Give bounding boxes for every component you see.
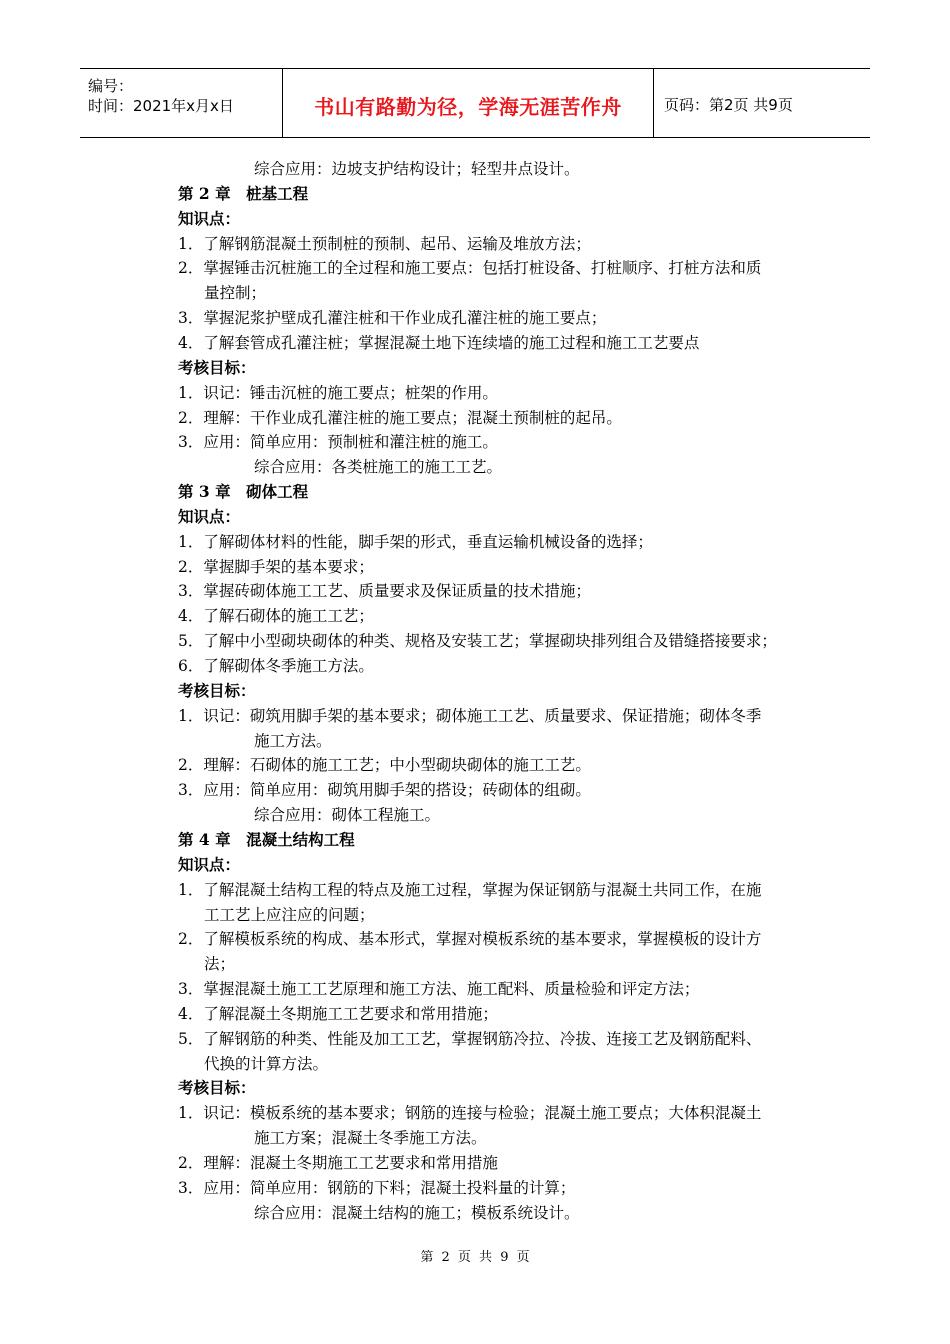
text-line: 1．了解混凝土结构工程的特点及施工过程，掌握为保证钢筋与混凝土共同工作，在施 (178, 880, 762, 899)
text-line: 综合应用：各类桩施工的施工工艺。 (254, 458, 503, 477)
page-header (80, 68, 870, 138)
text-line: 2．了解模板系统的构成、基本形式，掌握对模板系统的基本要求，掌握模板的设计方 (178, 930, 762, 949)
text-line: 2．理解：干作业成孔灌注桩的施工要点；混凝土预制桩的起吊。 (178, 408, 622, 427)
header-page-cell (654, 69, 870, 137)
text-line: 工工艺上应注应的问题； (204, 905, 375, 924)
text-line: 综合应用：砌体工程施工。 (254, 806, 441, 825)
header-motto-cell (283, 69, 654, 137)
text-line: 3．掌握混凝土施工工艺原理和施工方法、施工配料、质量检验和评定方法； (178, 980, 700, 999)
text-line: 3．掌握泥浆护壁成孔灌注桩和干作业成孔灌注桩的施工要点； (178, 309, 607, 328)
text-line: 3．应用：简单应用：预制桩和灌注桩的施工。 (178, 433, 498, 452)
text-line: 5．了解中小型砌块砌体的种类、规格及安装工艺；掌握砌块排列组合及错缝搭接要求； (178, 632, 777, 651)
text-line: 1．识记：模板系统的基本要求；钢筋的连接与检验；混凝土施工要点；大体积混凝土 (178, 1104, 762, 1123)
text-line: 4．了解套管成孔灌注桩；掌握混凝土地下连续墙的施工过程和施工工艺要点 (178, 333, 700, 352)
section-heading: 知识点： (178, 208, 241, 228)
section-heading: 第 4 章 混凝土结构工程 (178, 829, 355, 849)
section-heading: 考核目标： (178, 1078, 256, 1098)
page-info: 页码：第2页 共9页 (664, 96, 793, 114)
motto-text: 书山有路勤为径，学海无涯苦作舟 (314, 95, 622, 119)
text-line: 施工方案；混凝土冬季施工方法。 (254, 1129, 487, 1148)
text-line: 4．了解混凝土冬期施工工艺要求和常用措施； (178, 1004, 498, 1023)
text-line: 1．了解砌体材料的性能，脚手架的形式，垂直运输机械设备的选择； (178, 532, 653, 551)
text-line: 1．了解钢筋混凝土预制桩的预制、起吊、运输及堆放方法； (178, 234, 591, 253)
text-line: 3．应用：简单应用：钢筋的下料；混凝土投料量的计算； (178, 1178, 576, 1197)
text-line: 1．识记：锤击沉桩的施工要点；桩架的作用。 (178, 383, 498, 402)
text-line: 4．了解石砌体的施工工艺； (178, 607, 374, 626)
header-meta (80, 69, 283, 137)
text-line: 2．掌握锤击沉桩施工的全过程和施工要点：包括打桩设备、打桩顺序、打桩方法和质 (178, 259, 762, 278)
text-line: 6．了解砌体冬季施工方法。 (178, 657, 374, 675)
text-line: 量控制； (204, 284, 267, 303)
code-label: 编号： (88, 77, 134, 95)
text-line: 施工方法。 (254, 731, 332, 750)
text-line: 综合应用：边坡支护结构设计；轻型井点设计。 (254, 160, 580, 178)
text-line: 代换的计算方法。 (204, 1054, 329, 1073)
section-heading: 第 3 章 砌体工程 (178, 482, 309, 502)
section-heading: 知识点： (178, 854, 241, 874)
page-footer: 第 2 页 共 9 页 (420, 1250, 530, 1265)
time-label: 时间：2021年x月x日 (88, 97, 234, 115)
text-line: 5．了解钢筋的种类、性能及加工工艺，掌握钢筋冷拉、冷拔、连接工艺及钢筋配料、 (178, 1029, 762, 1048)
section-heading: 考核目标： (178, 357, 256, 377)
section-heading: 考核目标： (178, 680, 256, 700)
text-line: 2．掌握脚手架的基本要求； (178, 557, 374, 576)
text-line: 综合应用：混凝土结构的施工；模板系统设计。 (254, 1203, 580, 1222)
text-line: 1．识记：砌筑用脚手架的基本要求；砌体施工工艺、质量要求、保证措施；砌体冬季 (178, 706, 762, 725)
text-line: 3．掌握砖砌体施工工艺、质量要求及保证质量的技术措施； (178, 582, 591, 601)
text-line: 2．理解：石砌体的施工工艺；中小型砌块砌体的施工工艺。 (178, 756, 591, 775)
section-heading: 第 2 章 桩基工程 (178, 183, 309, 203)
text-line: 法； (204, 955, 236, 974)
text-line: 3．应用：简单应用：砌筑用脚手架的搭设；砖砌体的组砌。 (178, 781, 591, 800)
text-line: 2．理解：混凝土冬期施工工艺要求和常用措施 (178, 1154, 498, 1172)
section-heading: 知识点： (178, 506, 241, 526)
